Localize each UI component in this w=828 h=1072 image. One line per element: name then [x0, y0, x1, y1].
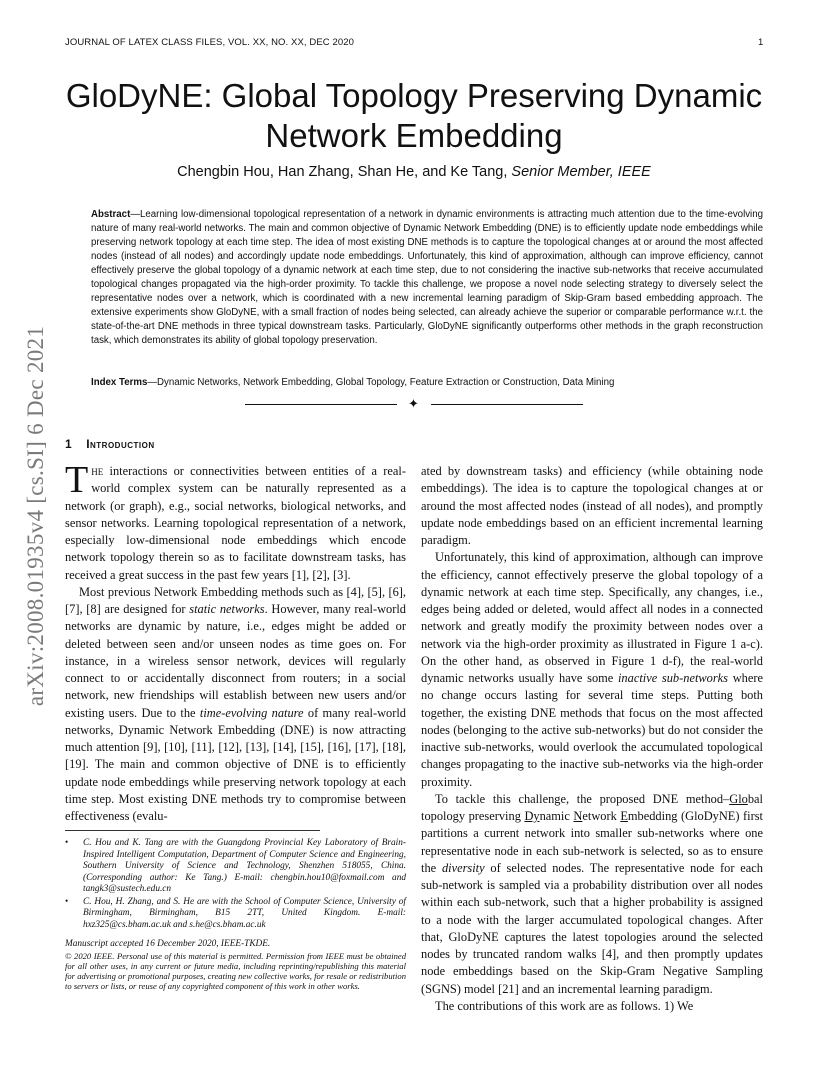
- intro-p5-part-f: of selected nodes. The representative node for each sub-network is sampled via a probability distribution over all nodes within each sub-network, such that a higher probability is assigned to a node with the larger accumulated topological changes. After that, GloDyNE captures the latest topologies around the selected nodes by truncated random walks [4], and then promptly updates node embeddings based on the Skip-Gram Negative Sampling (SGNS) model [21] and an incremental learning paradigm.: [421, 860, 763, 996]
- author-list: [40, 164, 788, 180]
- intro-p4-part-a: Unfortunately, this kind of approximation, although can improve the efficiency, cannot effectively preserve the global topology of a dynamic network at each time step. Specifically, any changes, i.e., edges being added or deleted, would affect all nodes in a connected network and greatly modify the proximity between nodes over a network via the high-order proximity as illustrated in Figure 1 a-c). On the other hand, as observed in Figure 1 d-f), the real-world dynamic networks usually have some: [421, 550, 763, 685]
- intro-p2-emphasis-2: time-evolving nature: [199, 705, 304, 720]
- section-number: 1: [65, 437, 73, 451]
- intro-p2-part-b: . However, many real-world networks are dynamic by nature, i.e., edges might be added or deleted between seen and/or unseen nodes as time goes on. For instance, in a wireless sensor network, devices will regularly connect to or accidentally disconnect from routers; in a social network, new friendships will establish between new users and/or existing users. Due to the: [65, 602, 406, 720]
- index-terms: [91, 376, 763, 390]
- index-terms-label: Index Terms: [91, 377, 148, 388]
- footnote-1-text: C. Hou and K. Tang are with the Guangdong Provincial Key Laboratory of Brain-Inspired Intelligent Computation, Department of Computer Science and Engineering, Southern University of Science and Technology, Shenzhen 518055, China. (Corresponding author: Ke Tang.) E-mail: chengbin.hou10@foxmail.com and tangk3@sustech.edu.cn: [83, 838, 406, 894]
- abstract-label: Abstract: [91, 209, 131, 220]
- page-number: 1: [758, 37, 764, 48]
- intro-p5-part-d: etwork: [582, 809, 621, 823]
- footnote-2-text: C. Hou, H. Zhang, and S. He are with the School of Computer Science, University of Birmingham, Birmingham, B15 2TT, United Kingdom. E-mail: hxz325@cs.bham.ac.uk and s.he@cs.bham.ac.uk: [83, 896, 406, 930]
- intro-paragraph-5: [421, 791, 763, 998]
- separator-rule-right: [431, 404, 583, 405]
- intro-p2-part-a: Most previous Network Embedding methods such as [4], [5], [6], [7], [8] are designed for: [65, 584, 406, 616]
- intro-p2-part-c: of many real-world networks, Dynamic Network Embedding (DNE) is now attracting much attention [9], [10], [11], [12], [13], [14], [15], [16], [17], [18], [19]. The main and common objective of DNE is to efficiently update node embeddings while preserving network topology at each time step. Most existing DNE methods try to compromise between effectiveness (evalu-: [65, 705, 406, 823]
- section-heading: [65, 437, 155, 451]
- separator-rule-left: [245, 404, 397, 405]
- intro-paragraph-4: [421, 549, 763, 791]
- intro-paragraph-3: ated by downstream tasks) and efficiency (while obtaining node embeddings). The idea is to capture the topological changes at or around the most affected nodes (instead of all nodes), and promptly update node embeddings based on an efficient incremental learning paradigm.: [421, 464, 763, 547]
- left-column: [65, 459, 406, 825]
- abstract: [91, 208, 763, 348]
- intro-p5-part-a: To tackle this challenge, the proposed DNE method–: [435, 791, 730, 806]
- footnotes: [65, 838, 406, 992]
- intro-paragraph-1: [65, 459, 406, 584]
- copyright-notice: © 2020 IEEE. Personal use of this material is permitted. Permission from IEEE must be obtained for all other uses, in any current or future media, including reprinting/republishing this material for advertising or promotional purposes, creating new collective works, for resale or redistribution to servers or lists, or reuse of any copyrighted component of this work in other works.: [65, 950, 406, 992]
- footnote-affiliation-2: [65, 897, 406, 932]
- intro-paragraph-6: The contributions of this work are as follows. 1) We: [435, 998, 694, 1013]
- arxiv-stamp-text: arXiv:2008.01935v4 [cs.SI] 6 Dec 2021: [23, 325, 48, 707]
- author-membership: Senior Member, IEEE: [511, 164, 651, 180]
- author-names: Chengbin Hou, Han Zhang, Shan He, and Ke Tang,: [177, 164, 508, 180]
- intro-p5-part-c: namic: [539, 809, 574, 823]
- arxiv-stamp: [16, 306, 56, 726]
- abstract-text: —Learning low-dimensional topological representation of a network in dynamic environments is attracting much attention due to the time-evolving nature of many real-world networks. The main and common objective of Dynamic Network Embedding (DNE) is to efficiently update node embeddings while preserving network topology at each time step. The idea of most existing DNE methods is to capture the topological changes at or around the most affected nodes (instead of all nodes) and accordingly update node embeddings. Unfortunately, this kind of approximation, although can improve efficiency, cannot effectively preserve the global topology of a dynamic network at each time step, due to not considering the inactive sub-networks that receive accumulated topological changes propagated via the high-order proximity. To tackle this challenge, we propose a novel node selecting strategy to diversely select the representative nodes over a network, which is coordinated with a new incremental learning paradigm of Skip-Gram based embedding approach. The extensive experiments show GloDyNE, with a small fraction of nodes being selected, can already achieve the superior or comparable performance w.r.t. the state-of-the-art DNE methods in three typical downstream tasks. Particularly, GloDyNE significantly outperforms other methods in the graph reconstruction task, which demonstrates its ability of global topology preservation.: [91, 209, 763, 346]
- intro-paragraph-1-text: interactions or connectivities between entities of a real-world complex system can be naturally represented as a network (or graph), e.g., social networks, biological networks, and sensor networks. Learning topological representation of a network, especially low-dimensional node embeddings which encode network topology therein so as to facilitate downstream tasks, has received a great success in the past few years [1], [2], [3].: [65, 464, 406, 582]
- drop-cap: T: [65, 459, 89, 501]
- paper-title: GloDyNE: Global Topology Preserving Dynamic Network Embedding: [65, 77, 763, 154]
- section-title: Introduction: [86, 437, 155, 451]
- intro-p5-part-e: mbedding (GloDyNE) first partitions a current network into smaller sub-networks where one representative node in each sub-network is selected, so as to ensure the: [421, 809, 763, 875]
- intro-p4-emphasis: inactive sub-networks: [617, 671, 728, 685]
- bullet-icon: •: [65, 838, 69, 848]
- acronym-underline-e: E: [620, 809, 628, 823]
- footnote-rule: [65, 830, 320, 831]
- intro-p5-emphasis: diversity: [441, 860, 485, 875]
- acronym-underline-glo: Glo: [729, 791, 748, 806]
- bullet-icon: •: [65, 896, 69, 907]
- acronym-underline-n: N: [573, 809, 583, 823]
- index-terms-text: —Dynamic Networks, Network Embedding, Global Topology, Feature Extraction or Construction, Data Mining: [147, 377, 615, 388]
- acronym-underline-dy: Dy: [524, 809, 540, 823]
- right-column: [421, 463, 763, 1015]
- footnote-affiliation-1: [65, 838, 406, 896]
- intro-p4-part-b: where no change occurs lasting for several time steps. Putting both together, the existing DNE methods that focus on the most affected nodes (belonging to the active sub-networks) but do not consider the inactive sub-networks, would overlook the accumulated topological changes propagating to the inactive sub-networks via the high-order proximity.: [421, 671, 763, 789]
- running-head: JOURNAL OF LATEX CLASS FILES, VOL. XX, NO. XX, DEC 2020: [65, 37, 355, 48]
- separator-diamond-icon: ✦: [408, 397, 419, 412]
- intro-paragraph-2: [65, 584, 406, 826]
- intro-smallcaps: he: [91, 464, 104, 478]
- intro-p5-part-b: bal topology preserving: [421, 791, 763, 823]
- intro-p2-emphasis-1: static networks: [189, 602, 265, 616]
- manuscript-note: Manuscript accepted 16 December 2020, IEEE-TKDE.: [65, 939, 271, 949]
